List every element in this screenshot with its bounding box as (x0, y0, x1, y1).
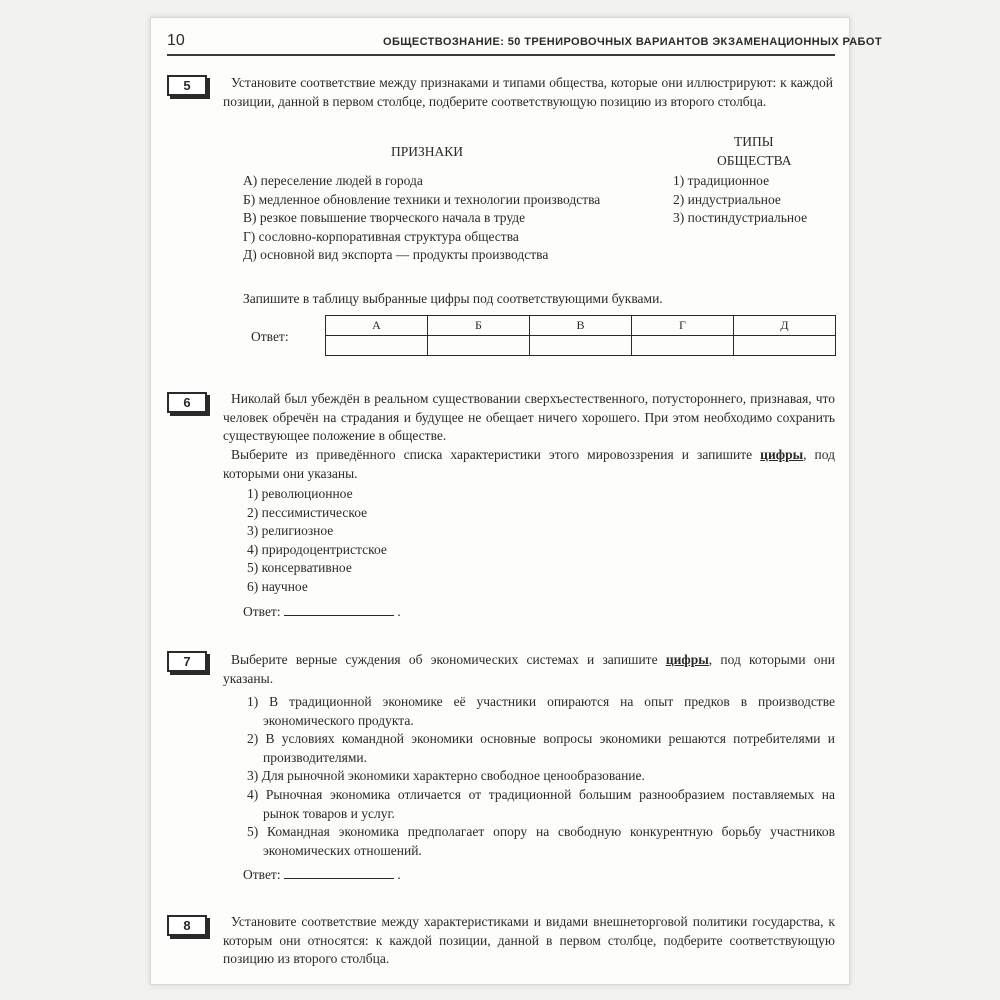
q5-types-list (673, 172, 807, 228)
q5-col-header: Д (734, 316, 836, 336)
q5-answer-cell[interactable] (734, 336, 836, 356)
q5-types-header-2: ОБЩЕСТВА (717, 153, 792, 168)
q5-feature: Б) медленное обновление техники и технологии производства (243, 191, 601, 207)
q7-option: 3) Для рыночной экономики характерно свободное ценообразование. (247, 768, 645, 784)
question-6-instruction: Выберите из приведённого списка характеристики этого мировоззрения и запишите цифры, под которыми они указаны. (223, 447, 835, 481)
question-7-text: Выберите верные суждения об экономических системах и запишите цифры, под которыми они указаны. (223, 652, 835, 686)
q6-option: 2) пессимистическое (247, 504, 368, 520)
question-8-number: 8 (167, 915, 207, 936)
q5-col-header: Б (428, 316, 530, 336)
question-7-number: 7 (167, 651, 207, 672)
q5-answer-label: Ответ: (251, 329, 289, 344)
q5-types-header-1: ТИПЫ (734, 134, 774, 149)
q5-answer-cell[interactable] (530, 336, 632, 356)
q5-col-header: А (326, 316, 428, 336)
q7-option: 4) Рыночная экономика отличается от традиционной большим разнообразием поставляемых на рынок товаров и услуг. (247, 786, 835, 821)
q6-option: 4) природоцентристское (247, 541, 387, 557)
q6-option: 6) научное (247, 578, 308, 594)
q7-answer-blank[interactable] (284, 867, 394, 879)
page-number: 10 (167, 32, 185, 49)
q5-feature: В) резкое повышение творческого начала в труде (243, 210, 526, 226)
q6-answer-blank[interactable] (284, 604, 394, 616)
q5-col-header: Г (632, 316, 734, 336)
header-rule (167, 54, 835, 56)
running-header-title: ОБЩЕСТВОЗНАНИЕ: 50 ТРЕНИРОВОЧНЫХ ВАРИАНТОВ ЭКЗАМЕНАЦИОННЫХ РАБОТ (383, 36, 882, 48)
q6-options-list (247, 485, 387, 597)
question-6-number: 6 (167, 392, 207, 413)
q5-answer-cell[interactable] (326, 336, 428, 356)
q5-features-header: ПРИЗНАКИ (391, 144, 464, 159)
exam-page (150, 17, 882, 985)
q5-type: 2) индустриальное (673, 191, 781, 207)
emphasis-digits: цифры (760, 447, 804, 462)
q6-option: 1) революционное (247, 486, 353, 501)
q7-option: 1) В традиционной экономике её участники опираются на опыт предков в производстве экономического продукта. (247, 694, 835, 728)
question-6-text: Николай был убеждён в реальном существовании сверхъестественного, потустороннего, признавая, что человек обречён на страдания и будущее не обещает ничего хорошего. При этом необходимо сохранить существующее положение в обществе. (223, 391, 835, 444)
q5-answer-table (325, 315, 836, 356)
q6-answer: Ответ: . (243, 604, 401, 619)
question-8-text: Установите соответствие между характеристиками и видами внешнеторговой политики государства, к которым они относятся: к каждой позиции, данной в первом столбце, подберите соответствующую позицию из второго столбца. (223, 914, 835, 967)
q6-option: 5) консервативное (247, 560, 352, 576)
q6-option: 3) религиозное (247, 523, 334, 539)
q5-feature: А) переселение людей в города (243, 173, 423, 188)
q5-answer-cell[interactable] (428, 336, 530, 356)
q5-instruction: Запишите в таблицу выбранные цифры под соответствующими буквами. (243, 291, 663, 306)
emphasis-digits: цифры (665, 652, 709, 667)
q5-feature: Д) основной вид экспорта — продукты производства (243, 247, 549, 263)
question-5-number: 5 (167, 75, 207, 96)
q5-type: 3) постиндустриальное (673, 210, 808, 226)
q5-col-header: В (530, 316, 632, 336)
q7-answer: Ответ: . (243, 867, 401, 882)
q5-feature: Г) сословно-корпоративная структура общества (243, 228, 519, 244)
question-5-intro: Установите соответствие между признаками и типами общества, которые они иллюстрируют: к каждой позиции, данной в первом столбце, подберите соответствующую позицию из второго столбца. (223, 75, 833, 109)
q7-option: 2) В условиях командной экономики основные вопросы экономики решаются потребителями и производителями. (247, 731, 835, 765)
q5-type: 1) традиционное (673, 173, 770, 188)
q7-option: 5) Командная экономика предполагает опору на свободную конкурентную борьбу участников экономических отношений. (247, 824, 835, 858)
q5-answer-cell[interactable] (632, 336, 734, 356)
q5-features-list (243, 172, 635, 265)
q7-options-list (247, 693, 835, 860)
